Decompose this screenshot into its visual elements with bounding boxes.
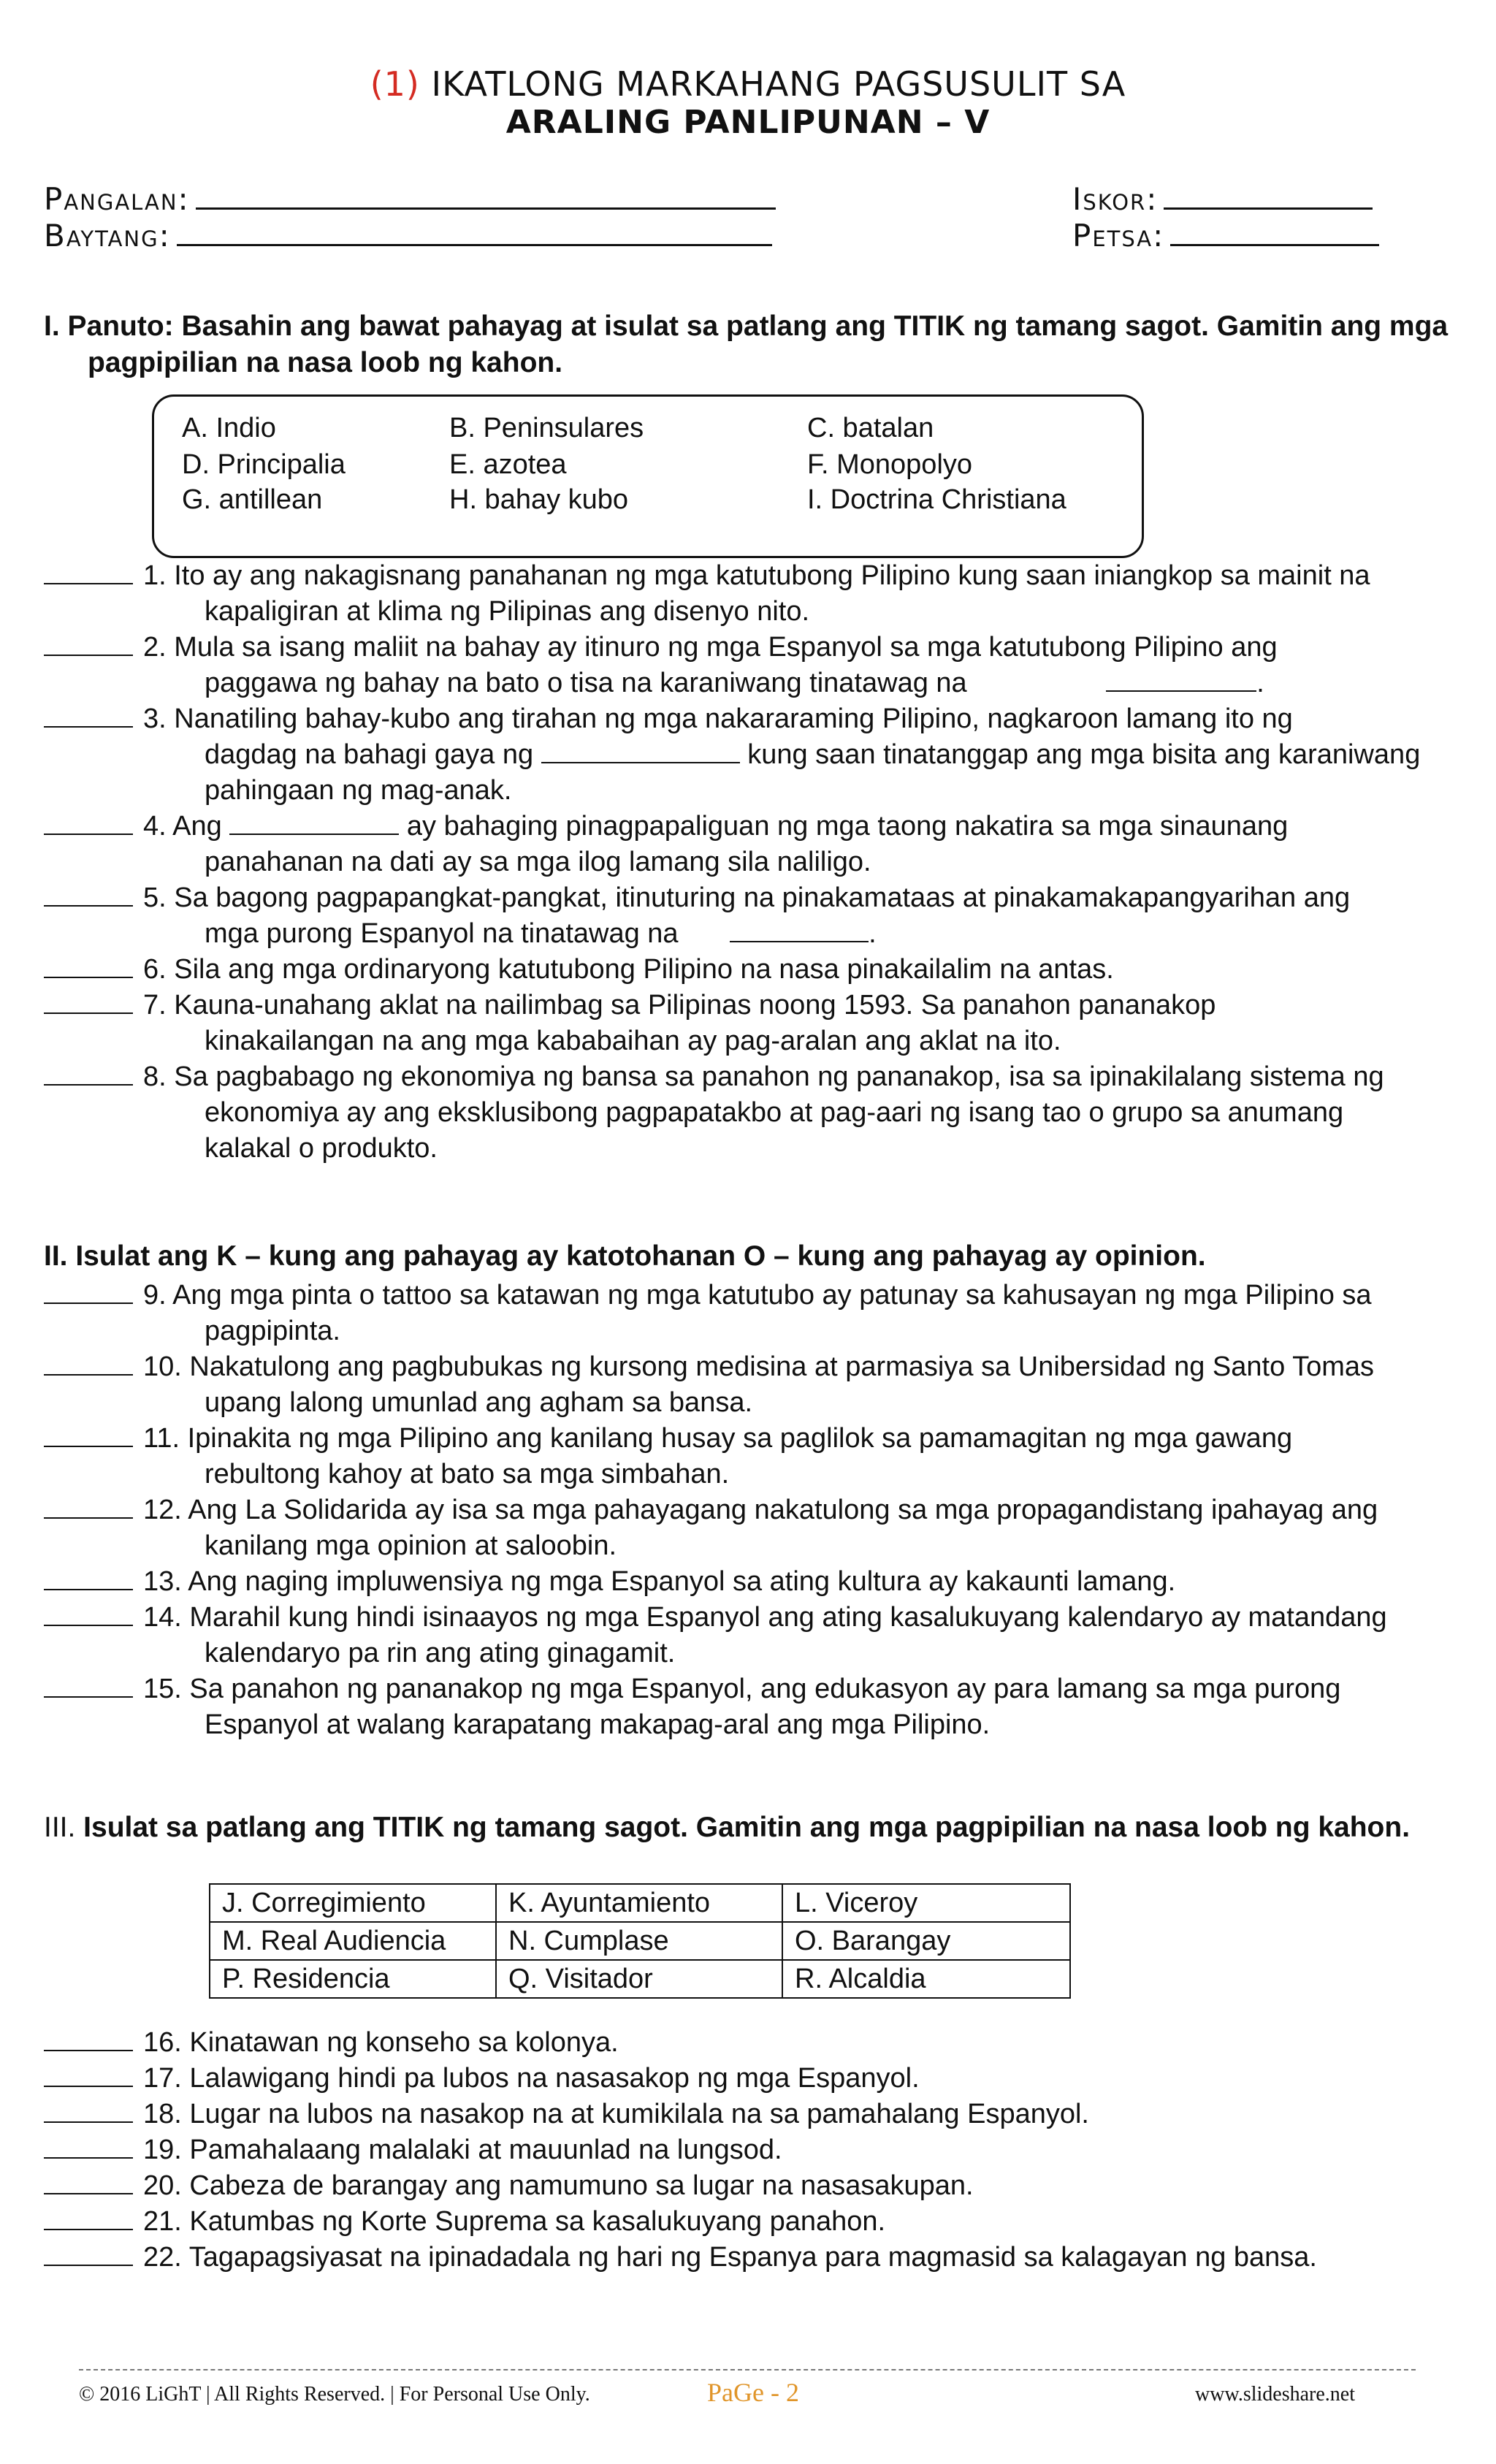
question-20: 20. Cabeza de barangay ang namumuno sa lugar na nasasakupan. (44, 2167, 1461, 2204)
question-3: 3. Nanatiling bahay-kubo ang tirahan ng mga nakararaming Pilipino, nagkaroon lamang ito ng dagdag na bahagi gaya ng kung saan tinatanggap ang mga bisita ang karaniwang pahingaan ng mag-anak. (44, 700, 1461, 809)
question-7: 7. Kauna-unahang aklat na nailimbag sa Pilipinas noong 1593. Sa panahon pananakop kinakailangan na ang mga kababaihan ay pag-aralan ang aklat na ito. (44, 986, 1461, 1059)
question-21: 21. Katumbas ng Korte Suprema sa kasalukuyang panahon. (44, 2202, 1461, 2240)
answer-blank[interactable] (44, 950, 133, 978)
choice-h: H. bahay kubo (449, 484, 629, 515)
section1-instruction: I. Panuto: Basahin ang bawat pahayag at isulat sa patlang ang TITIK ng tamang sagot. Gamitin ang mga pagpipilian na nasa loob ng kahon. (44, 310, 1449, 378)
question-12: 12. Ang La Solidarida ay isa sa mga pahayagang nakatulong sa mga propagandistang ipahayag ang kanilang mga opinion at saloobin. (44, 1491, 1461, 1564)
exam-number: (1) (370, 64, 420, 104)
choice-g: G. antillean (182, 484, 323, 515)
question-6: 6. Sila ang mga ordinaryong katutubong Pilipino na nasa pinakailalim na antas. (44, 950, 1461, 988)
answer-blank[interactable] (44, 700, 133, 728)
inline-blank[interactable] (541, 737, 740, 763)
question-5: 5. Sa bagong pagpapangkat-pangkat, itinuturing na pinakamataas at pinakamakapangyarihan ang mga purong Espanyol na tinatawag na . (44, 879, 1461, 952)
grade-label: Baytang: (44, 218, 171, 253)
answer-blank[interactable] (44, 2202, 133, 2230)
table-cell: P. Residencia (210, 1960, 496, 1998)
exam-title-line1 (0, 64, 1496, 104)
grade-field (44, 218, 772, 253)
answer-blank[interactable] (44, 628, 133, 656)
question-14: 14. Marahil kung hindi isinaayos ng mga Espanyol ang ating kasalukuyang kalendaryo ay matandang kalendaryo pa rin ang ating ginagamit. (44, 1598, 1461, 1671)
footer-divider (79, 2369, 1416, 2370)
answer-blank[interactable] (44, 2238, 133, 2266)
question-9: 9. Ang mga pinta o tattoo sa katawan ng mga katutubo ay patunay sa kahusayan ng mga Pilipino sa pagpipinta. (44, 1276, 1461, 1349)
question-11: 11. Ipinakita ng mga Pilipino ang kanilang husay sa paglilok sa pamamagitan ng mga gawang rebultong kahoy at bato sa mga simbahan. (44, 1419, 1461, 1492)
choice-i: I. Doctrina Christiana (807, 484, 1066, 515)
section3-choice-table (209, 1883, 1071, 1999)
answer-blank[interactable] (44, 986, 133, 1014)
section2-instruction: II. Isulat ang K – kung ang pahayag ay katotohanan O – kung ang pahayag ay opinion. (44, 1240, 1206, 1272)
grade-blank[interactable] (177, 219, 772, 246)
answer-blank[interactable] (44, 2131, 133, 2159)
choice-c: C. batalan (807, 413, 934, 443)
answer-blank[interactable] (44, 1563, 133, 1590)
answer-blank[interactable] (44, 1598, 133, 1626)
table-cell: Q. Visitador (496, 1960, 782, 1998)
choice-b: B. Peninsulares (449, 413, 644, 443)
question-2: 2. Mula sa isang maliit na bahay ay itinuro ng mga Espanyol sa mga katutubong Pilipino ang paggawa ng bahay na bato o tisa na karaniwang tinatawag na . (44, 628, 1461, 701)
date-blank[interactable] (1170, 219, 1379, 246)
table-cell: J. Corregimiento (210, 1884, 496, 1922)
date-field (1072, 218, 1379, 253)
score-field (1072, 181, 1373, 217)
table-cell: M. Real Audiencia (210, 1922, 496, 1960)
answer-blank[interactable] (44, 1419, 133, 1447)
answer-blank[interactable] (44, 1491, 133, 1519)
footer-copyright: © 2016 LiGhT | All Rights Reserved. | For Personal Use Only. (79, 2383, 590, 2406)
exam-title-text: IKATLONG MARKAHANG PAGSUSULIT SA (431, 64, 1126, 104)
score-blank[interactable] (1164, 183, 1373, 210)
choice-e: E. azotea (449, 449, 567, 480)
answer-blank[interactable] (44, 807, 133, 835)
question-10: 10. Nakatulong ang pagbubukas ng kursong medisina at parmasiya sa Unibersidad ng Santo Tomas upang lalong umunlad ang agham sa bansa. (44, 1348, 1461, 1421)
question-4: 4. Ang ay bahaging pinagpapaliguan ng mga taong nakatira sa mga sinaunang panahanan na dati ay sa mga ilog lamang sila naliligo. (44, 807, 1461, 880)
table-cell: O. Barangay (782, 1922, 1070, 1960)
inline-blank[interactable] (229, 809, 399, 835)
date-label: Petsa: (1072, 218, 1165, 253)
table-cell: K. Ayuntamiento (496, 1884, 782, 1922)
question-18: 18. Lugar na lubos na nasakop na at kumikilala na sa pamahalang Espanyol. (44, 2095, 1461, 2132)
inline-blank[interactable] (1106, 665, 1256, 692)
answer-blank[interactable] (44, 879, 133, 907)
question-17: 17. Lalawigang hindi pa lubos na nasasakop ng mga Espanyol. (44, 2059, 1461, 2097)
question-13: 13. Ang naging impluwensiya ng mga Espanyol sa ating kultura ay kakaunti lamang. (44, 1563, 1461, 1600)
choice-f: F. Monopolyo (807, 449, 973, 480)
table-cell: L. Viceroy (782, 1884, 1070, 1922)
answer-blank[interactable] (44, 1058, 133, 1086)
question-22: 22. Tagapagsiyasat na ipinadadala ng hari ng Espanya para magmasid sa kalagayan ng bansa. (44, 2238, 1461, 2276)
question-1: 1. Ito ay ang nakagisnang panahanan ng mga katutubong Pilipino kung saan iniangkop sa mainit na kapaligiran at klima ng Pilipinas ang disenyo nito. (44, 557, 1461, 630)
footer-page-number: PaGe - 2 (707, 2378, 799, 2407)
section1-choice-box (152, 394, 1144, 558)
table-row (210, 1922, 1070, 1960)
answer-blank[interactable] (44, 2024, 133, 2051)
inline-blank[interactable] (730, 916, 869, 942)
question-15: 15. Sa panahon ng pananakop ng mga Espanyol, ang edukasyon ay para lamang sa mga purong Espanyol at walang karapatang makapag-aral ang mga Pilipino. (44, 1670, 1461, 1743)
answer-blank[interactable] (44, 2167, 133, 2194)
answer-blank[interactable] (44, 2059, 133, 2087)
table-cell: N. Cumplase (496, 1922, 782, 1960)
answer-blank[interactable] (44, 1670, 133, 1698)
score-label: Iskor: (1072, 181, 1159, 217)
choice-a: A. Indio (182, 413, 276, 443)
section3-instruction: III. Isulat sa patlang ang TITIK ng tamang sagot. Gamitin ang mga pagpipilian na nasa loob ng kahon. (44, 1812, 1411, 1843)
table-cell: R. Alcaldia (782, 1960, 1070, 1998)
answer-blank[interactable] (44, 557, 133, 584)
name-label: Pangalan: (44, 181, 190, 217)
name-blank[interactable] (196, 183, 776, 210)
footer-site-link[interactable]: www.slideshare.net (1195, 2383, 1356, 2406)
answer-blank[interactable] (44, 2095, 133, 2123)
table-row (210, 1960, 1070, 1998)
answer-blank[interactable] (44, 1276, 133, 1304)
question-8: 8. Sa pagbabago ng ekonomiya ng bansa sa panahon ng pananakop, isa sa ipinakilalang sistema ng ekonomiya ay ang eksklusibong pagpapatakbo at pag-aari ng isang tao o grupo sa anumang kalakal o produkto. (44, 1058, 1461, 1167)
exam-title-line2: ARALING PANLIPUNAN – V (505, 104, 991, 141)
table-row (210, 1884, 1070, 1922)
name-field (44, 181, 776, 217)
answer-blank[interactable] (44, 1348, 133, 1376)
choice-d: D. Principalia (182, 449, 346, 480)
question-16: 16. Kinatawan ng konseho sa kolonya. (44, 2024, 1461, 2061)
question-19: 19. Pamahalaang malalaki at mauunlad na lungsod. (44, 2131, 1461, 2168)
